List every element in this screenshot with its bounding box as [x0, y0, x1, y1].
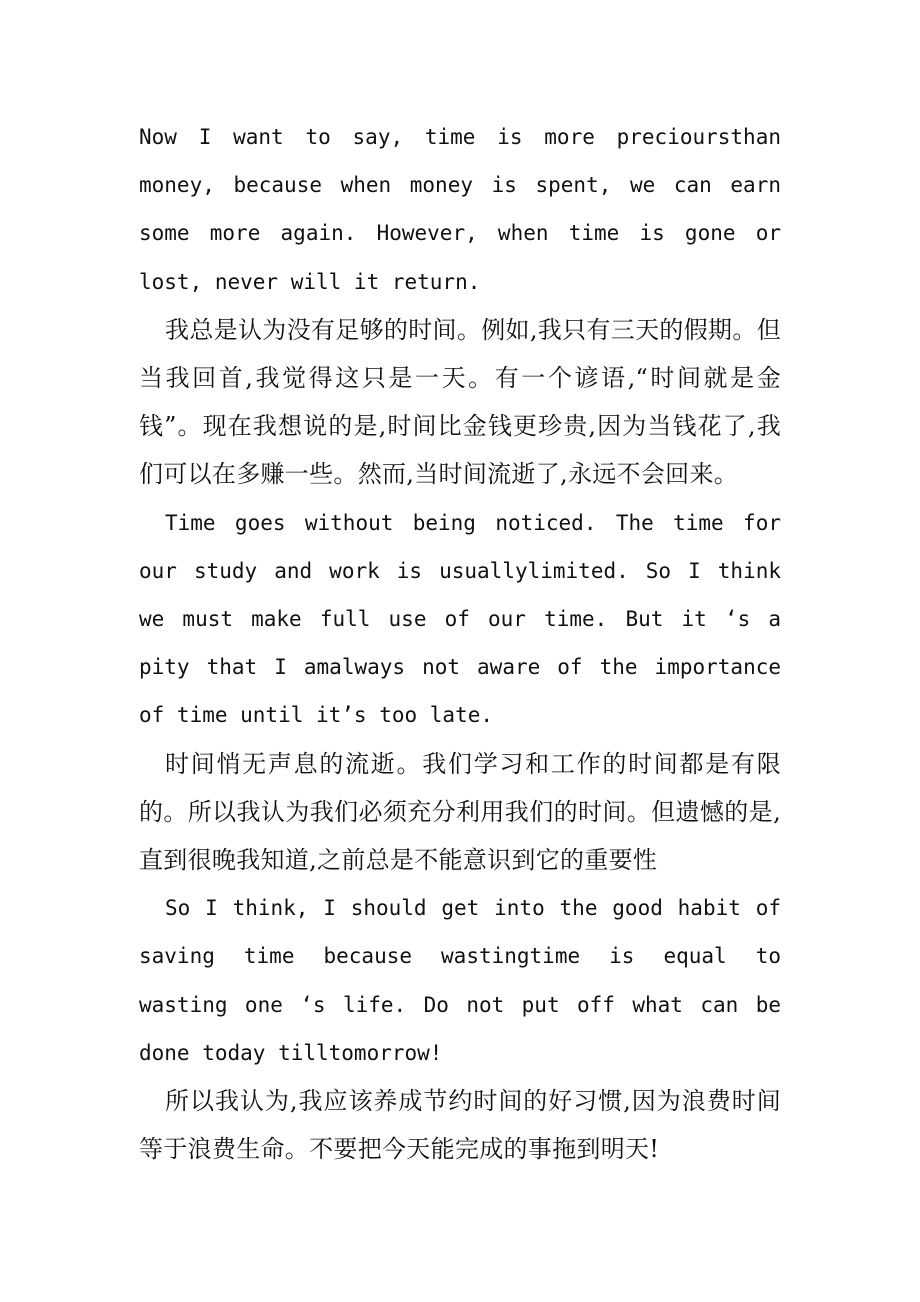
paragraph-english-3: So I think, I should get into the good habit of saving time because wastingtime is equal to wasting one ‘s life. Do not put off what can be done today tilltomorrow!: [139, 896, 781, 1065]
document-body: [139, 113, 781, 1173]
paragraph-chinese-2: 时间悄无声息的流逝。我们学习和工作的时间都是有限的。所以我认为我们必须充分利用我们的时间。但遗憾的是,直到很晚我知道,之前总是不能意识到它的重要性: [139, 749, 781, 875]
paragraph-english-2: Time goes without being noticed. The time for our study and work is usuallylimited. So I think we must make full use of our time. But it ‘s a pity that I amalways not aware of the importance of time until it’s too late.: [139, 510, 781, 728]
paragraph-english-1: Now I want to say, time is more precioursthan money, because when money is spent, we can earn some more again. However, when time is gone or lost, never will it return.: [139, 125, 781, 294]
paragraph-chinese-1: 我总是认为没有足够的时间。例如,我只有三天的假期。但当我回首,我觉得这只是一天。有一个谚语,“时间就是金钱”。现在我想说的是,时间比金钱更珍贵,因为当钱花了,我们可以在多赚一些。然而,当时间流逝了,永远不会回来。: [139, 315, 781, 489]
paragraph-chinese-3: 所以我认为,我应该养成节约时间的好习惯,因为浪费时间等于浪费生命。不要把今天能完成的事拖到明天!: [139, 1087, 781, 1164]
